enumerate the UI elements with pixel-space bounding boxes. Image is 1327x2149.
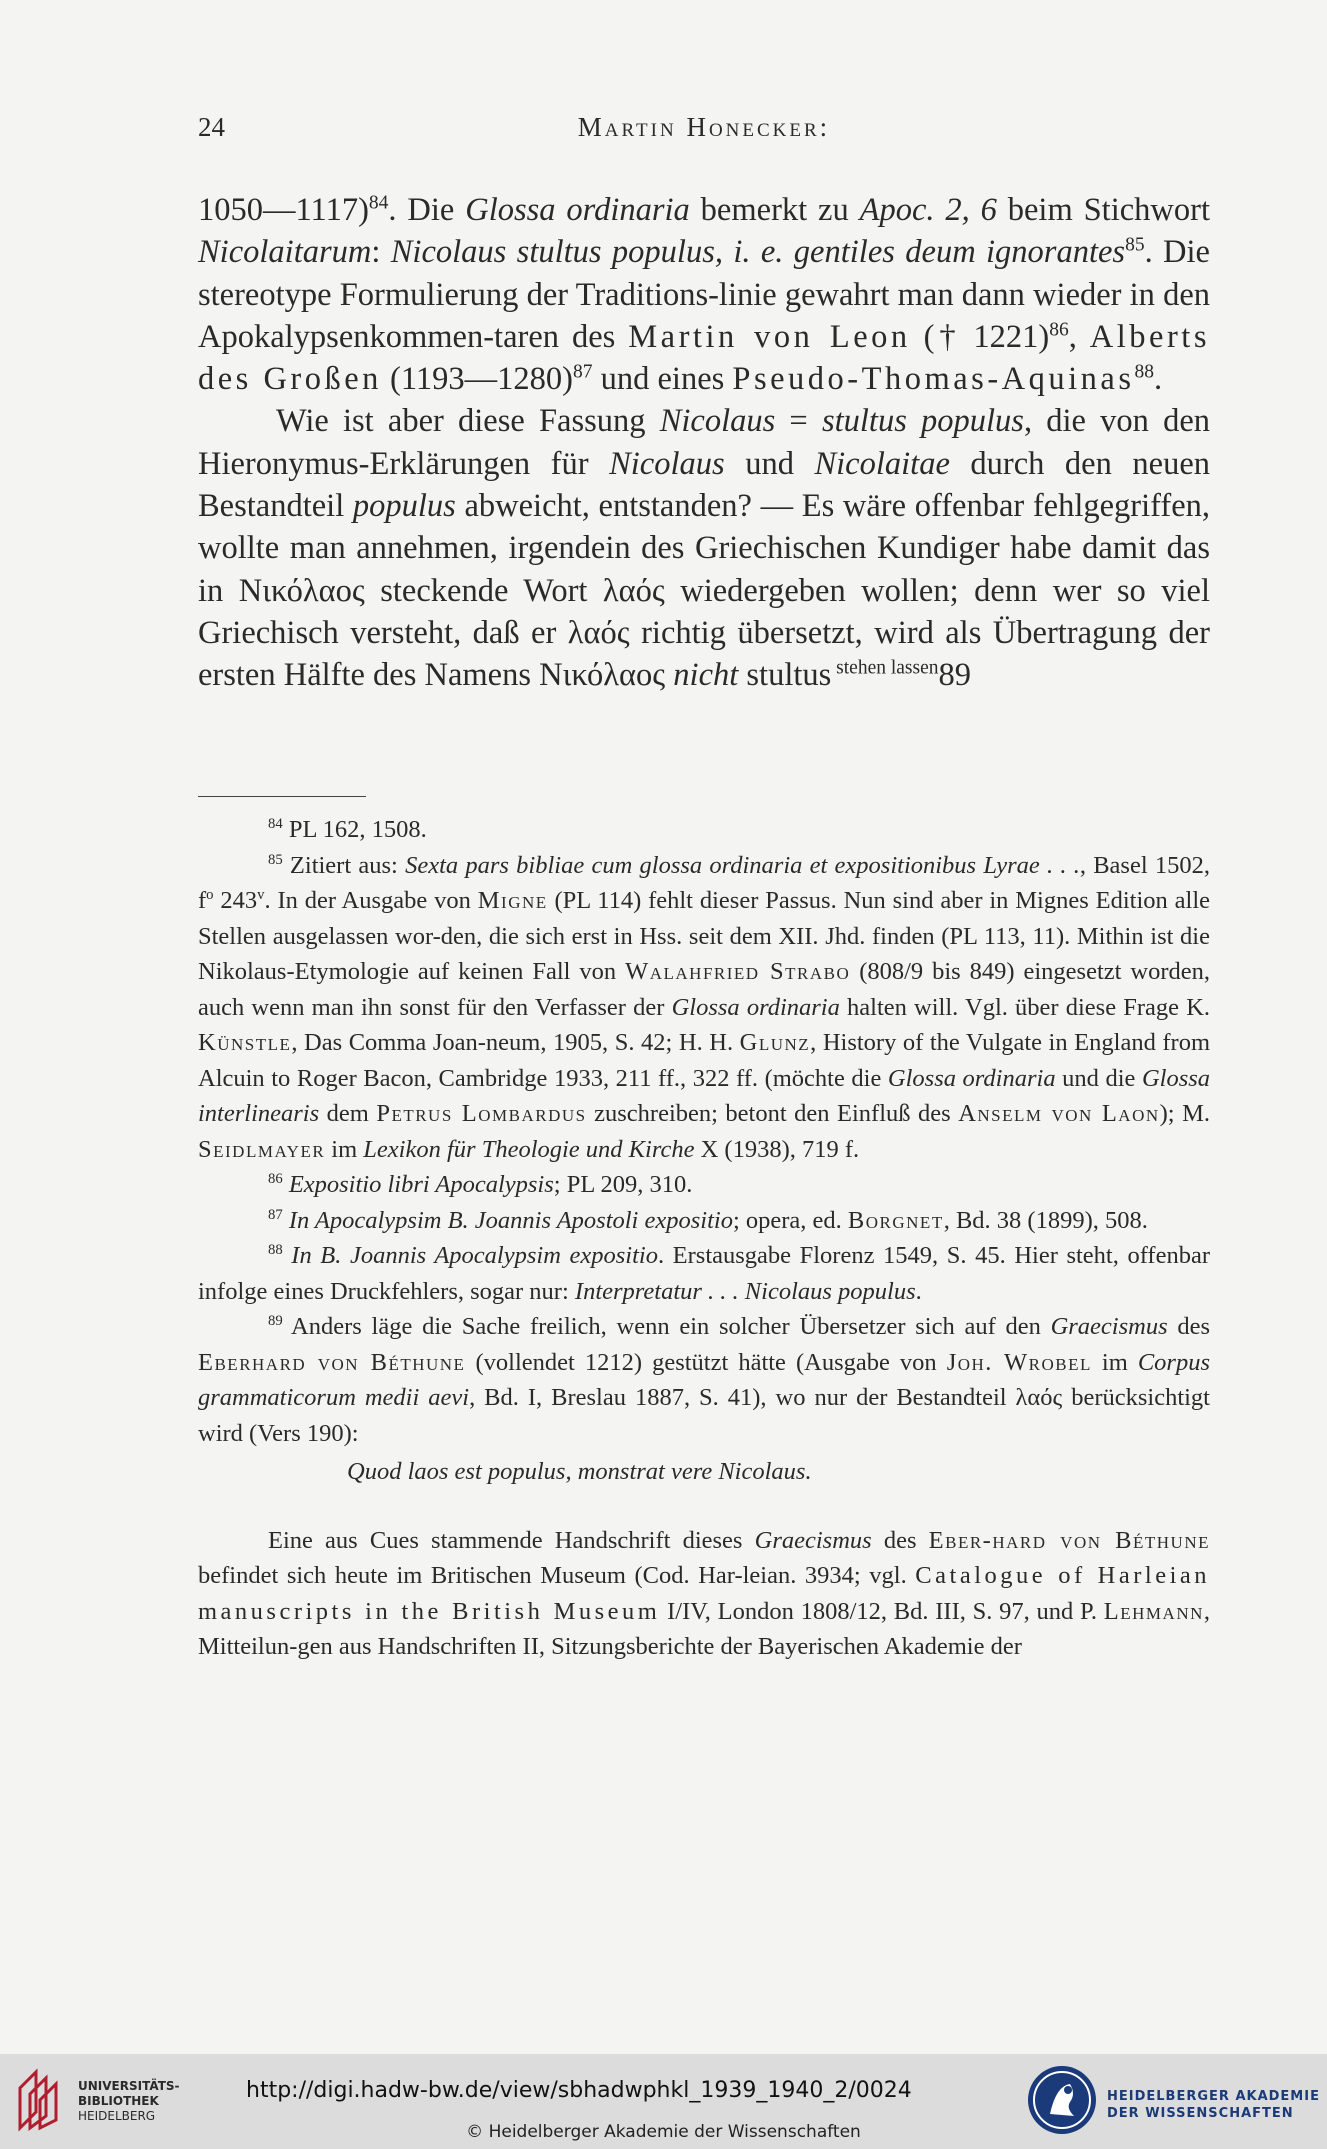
footnote-86: $^{86}$ Expositio libri Apocalypsis; PL 209, 310.: [268, 1171, 693, 1198]
paragraph-1: 1050—1117)$^{84}$. Die Glossa ordinaria bemerkt zu Apoc. 2, 6 beim Stichwort Nicolaitarum: Nicolaus stultus populus, i. e. gentiles deum ignorantes$^{85}$. Die stereotype Formulierung der Traditions-linie gewahrt man dann wieder in den Apokalypsenkommen-taren des Martin von Leon († 1221)$^{86}$, Alberts des Großen (1193—1280)$^{87}$ und eines Pseudo-Thomas-Aquinas$^{88}$.: [198, 192, 1210, 398]
academy-seal-icon: [1026, 2064, 1098, 2136]
academy-name: HEIDELBERGER AKADEMIE DER WISSENSCHAFTEN: [1107, 2089, 1320, 2121]
footnote-89: $^{89}$ Anders läge die Sache freilich, wenn ein solcher Übersetzer sich auf den Graecismus des Eberhard von Béthune (vollendet 1212) gestützt hätte (Ausgabe von Joh. Wrobel im Corpus grammaticorum medii aevi, Bd. I, Breslau 1887, S. 41), wo nur der Bestandteil λαός berücksichtigt wird (Vers 190):: [198, 1313, 1210, 1447]
digitization-footer: [0, 2054, 1327, 2149]
footnote-89-verse: Quod laos est populus, monstrat vere Nicolaus.: [347, 1458, 812, 1485]
main-text: [198, 189, 1210, 697]
footnote-89-continuation: Eine aus Cues stammende Handschrift dieses Graecismus des Eber-hard von Béthune befindet sich heute im Britischen Museum (Cod. Har-leian. 3934; vgl. Catalogue of Harleian manuscripts in the British Museum I/IV, London 1808/12, Bd. III, S. 97, und P. Lehmann, Mitteilun-gen aus Handschriften II, Sitzungsberichte der Bayerischen Akademie der: [198, 1526, 1211, 1660]
running-head: Martin Honecker:: [577, 112, 831, 142]
page-header: [198, 112, 1210, 152]
copyright-notice: © Heidelberger Akademie der Wissenschaften: [466, 2122, 861, 2142]
footnote-84: $^{84}$ PL 162, 1508.: [268, 816, 427, 843]
paragraph-2: Wie ist aber diese Fassung Nicolaus = stultus populus, die von den Hieronymus-Erklärungen für Nicolaus und Nicolaitae durch den neuen Bestandteil populus abweicht, entstanden? — Es wäre offenbar fehlgegriffen, wollte man annehmen, irgendein des Griechischen Kundiger habe damit das in Νικόλαος steckende Wort λαός wiedergeben wollen; denn wer so viel Griechisch versteht, daß er λαός richtig übersetzt, wird als Übertragung der ersten Hälfte des Namens Νικόλαος nicht stultus $^{stehen lassen}$89: [198, 403, 1211, 694]
footnote-87: $^{87}$ In Apocalypsim B. Joannis Apostoli expositio; opera, ed. Borgnet, Bd. 38 (1899), 508.: [268, 1206, 1148, 1234]
footnotes: [198, 812, 1210, 1665]
footnote-85: $^{85}$ Zitiert aus: Sexta pars bibliae cum glossa ordinaria et expositionibus Lyrae . . ., Basel 1502, $f^o$ 243$^v$. In der Ausgabe von Migne (PL 114) fehlt dieser Passus. Nun sind aber in Mignes Edition alle Stellen ausgelassen wor-den, die sich erst in Hss. seit dem XII. Jhd. finden (PL 113, 11). Mithin ist die Nikolaus-Etymologie auf keinen Fall von Walahfried Strabo (808/9 bis 849) eingesetzt worden, auch wenn man ihn sonst für den Verfasser der Glossa ordinaria halten will. Vgl. über diese Frage K. Künstle, Das Comma Joan-neum, 1905, S. 42; H. H. Glunz, History of the Vulgate in England from Alcuin to Roger Bacon, Cambridge 1933, 211 ff., 322 ff. (möchte die Glossa ordinaria und die Glossa interlinearis dem Petrus Lombardus zuschreiben; betont den Einfluß des Anselm von Laon); M. Seidlmayer im Lexikon für Theologie und Kirche X (1938), 719 f.: [198, 851, 1211, 1163]
permalink-url[interactable]: http://digi.hadw-bw.de/view/sbhadwphkl_1939_1940_2/0024: [246, 2078, 912, 2103]
page-number: 24: [198, 112, 225, 142]
footnote-rule: [198, 796, 366, 797]
footnote-88: $^{88}$ In B. Joannis Apocalypsim expositio. Erstausgabe Florenz 1549, S. 45. Hier steht, offenbar infolge eines Druckfehlers, sogar nur: Interpretatur . . . Nicolaus populus.: [198, 1242, 1210, 1305]
university-library-name: UNIVERSITÄTS- BIBLIOTHEK HEIDELBERG: [78, 2079, 180, 2123]
